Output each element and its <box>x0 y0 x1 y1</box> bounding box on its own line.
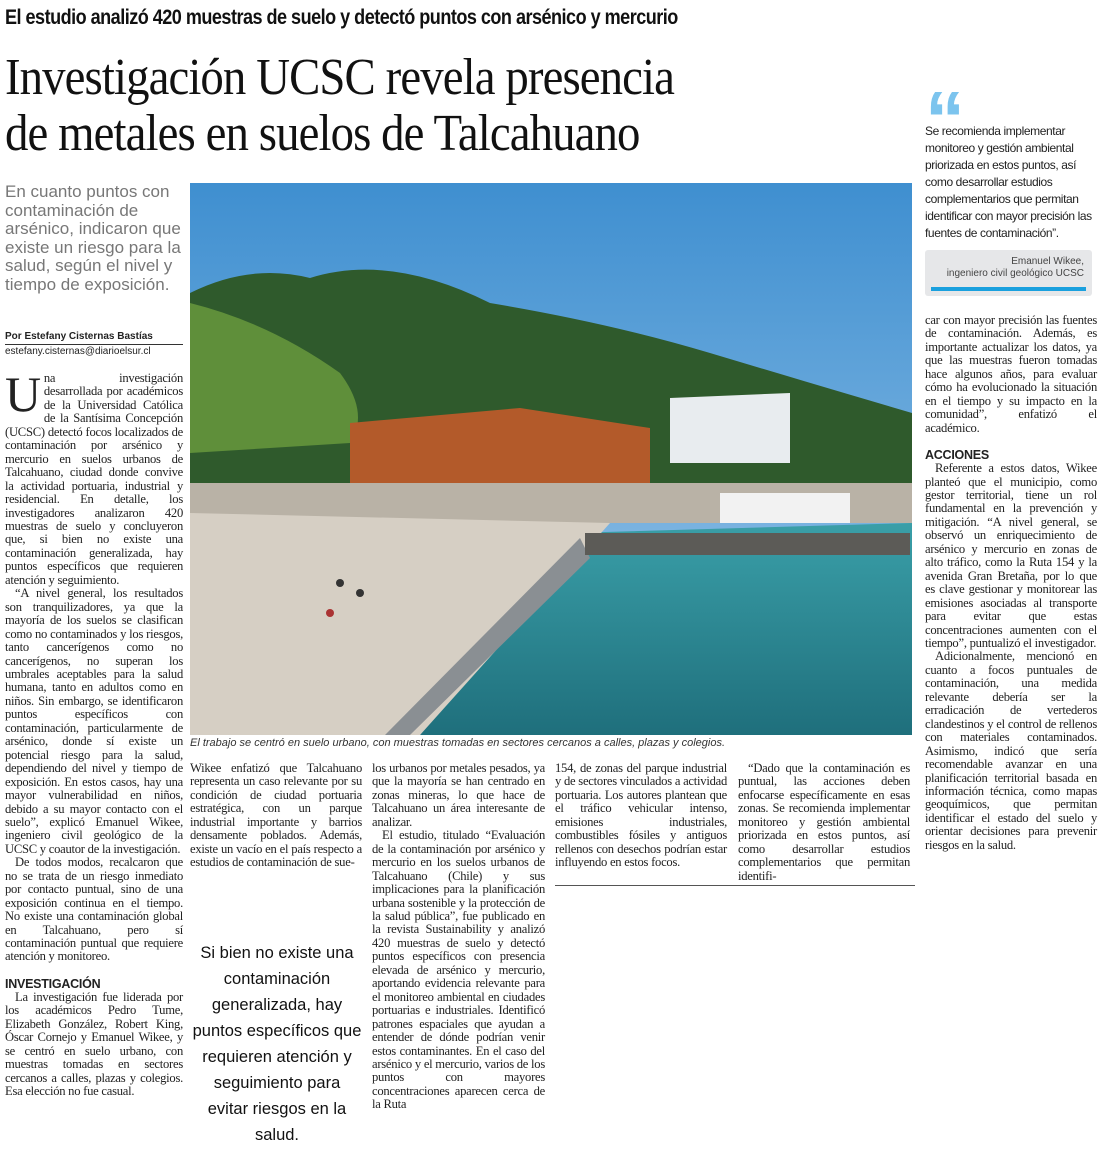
headline-line-2: de metales en suelos de Talcahuano <box>5 105 640 162</box>
quote-text: Se recomienda implementar monitoreo y gestión ambiental priorizada en estos puntos, así como desarrollar estudios complementarios que permitan identificar con mayor precisión las fuentes de contaminación”. <box>925 124 1092 240</box>
paragraph: El estudio, titulado “Evaluación de la contaminación por arsénico y mercurio en los suelos urbanos de Talcahuano (Chile) y sus implicaciones para la planificación urbana sostenible y la protección de la salud pública”, fue publicado en la revista Sustainability y analizó 420 muestras de suelo y detectó puntos específicos con presencia elevada de arsénico y mercurio, aportando evidencia relevante para el monitoreo ambiental en ciudades portuarias e industriales. Identificó patrones espaciales que ayudan a entender de dónde podrían venir estos contaminantes. En el caso del arsénico y el mercurio, varios de los puntos con mayores concentraciones aparecen cerca de la Ruta <box>372 828 545 1112</box>
drop-cap: U <box>5 366 41 422</box>
headline <box>5 50 674 162</box>
paragraph: “A nivel general, los resultados son tranquilizadores, ya que la mayoría de los suelos se clasifican como no contaminados y los riesgos, tanto cancerígenos como no cancerígenos, no superan los umbrales aceptables para la salud humana, tanto en adultos como en niños. Sin embargo, se identificaron puntos específicos con contaminación, particularmente de arsénico, donde sí existe un potencial riesgo para la salud, dependiendo del nivel y tiempo de exposición. En estos casos, hay una mayor vulnerabilidad en niños, debido a su mayor contacto con el suelo”, explicó Emanuel Wikee, ingeniero civil geológico de la UCSC y coautor de la investigación. <box>5 586 183 856</box>
headline-line-1: Investigación UCSC revela presencia <box>5 49 674 106</box>
paragraph: Wikee enfatizó que Talcahuano representa un caso relevante por su condición de ciudad portuaria estratégica, con un parque industrial importante y barrios densamente poblados. Además, existe un vacío en el país respecto a estudios de contaminación de sue- <box>190 761 362 870</box>
deck: En cuanto puntos con contaminación de arsénico, indicaron que existe un riesgo para la salud, según el nivel y tiempo de exposición. <box>5 182 181 294</box>
divider <box>555 885 915 886</box>
quote-name: Emanuel Wikee, <box>1011 256 1084 267</box>
article-column-2 <box>190 762 362 870</box>
pull-quote: Si bien no existe una contaminación generalizada, hay puntos específicos que requieren atención y seguimiento para evitar riesgos en la salud. <box>192 944 362 1144</box>
paragraph: car con mayor precisión las fuentes de contaminación. Además, es importante actualizar los datos, ya que las muestras fueron tomadas hace algunos años, para evaluar cómo ha evolucionado la situación en el tiempo y su impacto en la comunidad”, enfatizó el académico. <box>925 313 1097 435</box>
paragraph: “Dado que la contaminación es puntual, las acciones deben enfocarse específicamente en esas zonas. Se recomienda implementar monitoreo y gestión ambiental priorizada en estos puntos, así como desarrollar estudios complementarios que permitan identifi- <box>738 761 910 883</box>
paragraph: 154, de zonas del parque industrial y de sectores vinculados a actividad portuaria. Los autores plantean que el tráfico vehicular intenso, emisiones industriales, combustibles fósiles y antiguos rellenos con desechos podrían estar influyendo en estos focos. <box>555 761 727 870</box>
subhead-investigacion: INVESTIGACIÓN <box>5 976 101 991</box>
byline-author: Por Estefany Cisternas Bastías <box>5 331 183 345</box>
paragraph: na investigación desarrollada por académicos de la Universidad Católica de la Santísima Concepción (UCSC) detectó focos localizados de contaminación por arsénico y mercurio en suelos urbanos de Talcahuano, ciudad donde convive la actividad portuaria, industrial y residencial. En detalle, los investigadores analizaron 420 muestras de suelo y concluyeron que, si bien no existe una contaminación generalizada, hay puntos específicos que requieren atención y seguimiento. <box>5 371 183 587</box>
paragraph: Referente a estos datos, Wikee planteó que el municipio, como gestor territorial, tiene un rol fundamental en la prevención y mitigación. “A nivel general, se observó un enriquecimiento de arsénico y mercurio en zonas de alto tráfico, como la Ruta 154 y la avenida Gran Bretaña, por lo que es clave gestionar y monitorear las emisiones asociadas al transporte para evitar que estas concentraciones aumenten con el tiempo”, puntualizó el investigador. <box>925 461 1097 650</box>
quote-role: ingeniero civil geológico UCSC <box>946 268 1084 279</box>
byline <box>5 331 183 358</box>
paragraph: La investigación fue liderada por los académicos Pedro Tume, Elizabeth González, Robert King, Óscar Cornejo y Emanuel Wikee, y se centró en suelo urbano, con muestras tomadas en sectores cercanos a calles, plazas y colegios. Esa elección no fue casual. <box>5 989 183 1099</box>
photo-caption: El trabajo se centró en suelo urbano, con muestras tomadas en sectores cercanos a calles, plazas y colegios. <box>190 737 726 749</box>
accent-bar <box>931 287 1086 291</box>
kicker: El estudio analizó 420 muestras de suelo y detectó puntos con arsénico y mercurio <box>5 6 678 29</box>
quote-mark-icon: “ <box>925 75 965 164</box>
article-column-1 <box>5 366 183 1099</box>
paragraph: De todos modos, recalcaron que no se trata de un riesgo inmediato por contacto puntual, sino de una exposición continua en el tiempo. No existe una contaminación global en Talcahuano, pero sí contaminación puntual que requiere atención y monitoreo. <box>5 855 183 964</box>
quote-attribution <box>925 250 1092 296</box>
paragraph: los urbanos por metales pesados, ya que la mayoría se han centrado en zonas mineras, lo que hace de Talcahuano un área interesante de analizar. <box>372 761 545 829</box>
highlight-quote <box>925 75 1097 296</box>
paragraph: Adicionalmente, mencionó en cuanto a focos puntuales de contaminación, una medida relevante debería ser la erradicación de vertederos clandestinos y el control de rellenos con materiales contaminados. Asimismo, indicó que sería recomendable avanzar en una planificación territorial basada en información técnica, como mapas geoquímicos, que permitan identificar el estado del suelo y orientar decisiones para prevenir riesgos en la salud. <box>925 649 1097 852</box>
article-column-6 <box>925 314 1097 852</box>
article-column-4 <box>555 762 727 870</box>
right-column <box>925 75 1097 852</box>
article-column-5 <box>738 762 910 883</box>
byline-email: estefany.cisternas@diarioelsur.cl <box>5 346 151 357</box>
article-column-3 <box>372 762 545 1112</box>
photo-talcahuano-waterfront <box>190 183 912 735</box>
subhead-acciones: ACCIONES <box>925 448 989 463</box>
